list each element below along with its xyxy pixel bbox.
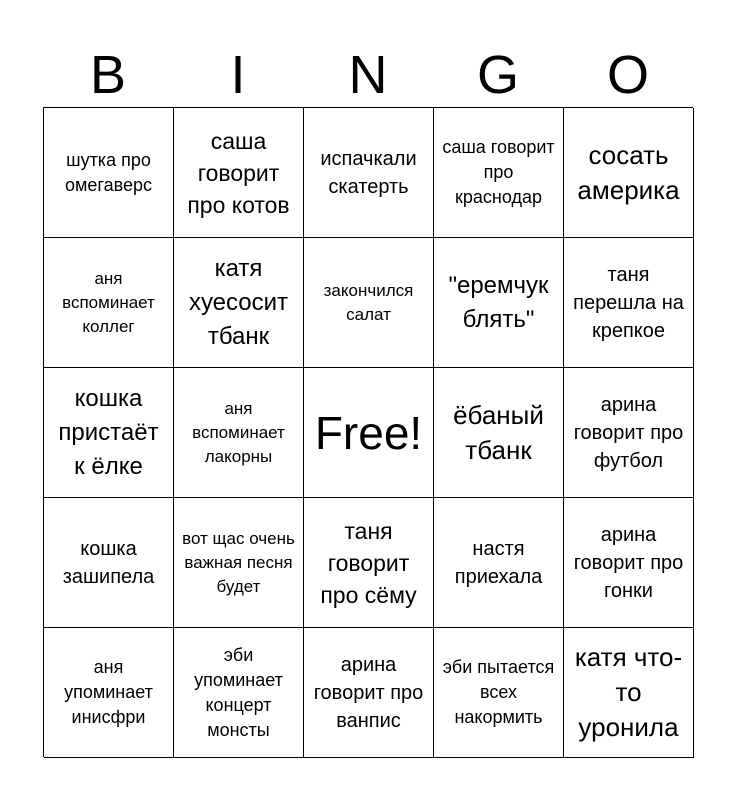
cell-label: катя хуесосит тбанк [188,254,289,350]
bingo-cell-r4c2[interactable] [174,498,304,628]
cell-label: кошка пристаёт к ёлке [58,384,159,480]
bingo-cell-r5c1[interactable] [44,628,174,758]
bingo-cell-r4c5[interactable] [564,498,694,628]
bingo-cell-r2c5[interactable] [564,238,694,368]
bingo-cell-r1c1[interactable] [44,108,174,238]
cell-label: саша говорит про краснодар [442,137,555,207]
cell-label: вот щас очень важная песня будет [182,528,295,596]
bingo-cell-r4c3[interactable] [304,498,434,628]
cell-label: арина говорит про гонки [573,523,684,602]
header-letter-o: O [606,45,649,105]
bingo-cell-r4c4[interactable] [434,498,564,628]
bingo-cell-r2c2[interactable] [174,238,304,368]
bingo-cell-r5c4[interactable] [434,628,564,758]
cell-label: саша говорит про котов [187,127,290,218]
bingo-cell-r5c5[interactable] [564,628,694,758]
cell-label: катя что-то уронила [574,642,683,742]
cell-label: сосать америка [577,139,680,205]
cell-label: эби упоминает концерт монсты [194,644,283,740]
bingo-cell-free[interactable] [304,368,434,498]
bingo-cell-r1c2[interactable] [174,108,304,238]
bingo-cell-r2c1[interactable] [44,238,174,368]
cell-label: "еремчук блять" [448,271,549,333]
bingo-cell-r3c5[interactable] [564,368,694,498]
bingo-cell-r2c3[interactable] [304,238,434,368]
cell-label: аня упоминает инисфри [64,657,153,727]
cell-label: арина говорит про ванпис [313,653,424,732]
bingo-board [43,107,693,757]
bingo-cell-r3c2[interactable] [174,368,304,498]
bingo-cell-r5c3[interactable] [304,628,434,758]
cell-label: кошка зашипела [62,537,155,588]
bingo-cell-r1c5[interactable] [564,108,694,238]
cell-label: таня говорит про сёму [320,517,417,608]
free-space-label: Free! [314,406,423,459]
cell-label: аня вспоминает коллег [62,268,155,336]
cell-label: ёбаный тбанк [453,399,544,465]
cell-label: арина говорит про футбол [573,393,684,472]
header-letter-g: G [476,45,519,105]
cell-label: эби пытается всех накормить [442,657,555,727]
header-letter-i: I [230,45,246,105]
cell-label: аня вспоминает лакорны [192,398,285,466]
bingo-cell-r1c3[interactable] [304,108,434,238]
cell-label: испачкали скатерть [320,147,417,198]
cell-label: таня перешла на крепкое [573,263,684,342]
bingo-header [43,44,693,106]
cell-label: шутка про омегаверс [65,149,152,195]
header-letter-n: N [348,45,388,105]
bingo-cell-r5c2[interactable] [174,628,304,758]
header-letter-b: B [89,45,127,105]
bingo-cell-r3c1[interactable] [44,368,174,498]
bingo-cell-r4c1[interactable] [44,498,174,628]
bingo-cell-r3c4[interactable] [434,368,564,498]
cell-label: закончился салат [323,280,414,324]
bingo-cell-r2c4[interactable] [434,238,564,368]
cell-label: настя приехала [454,537,543,588]
bingo-cell-r1c4[interactable] [434,108,564,238]
